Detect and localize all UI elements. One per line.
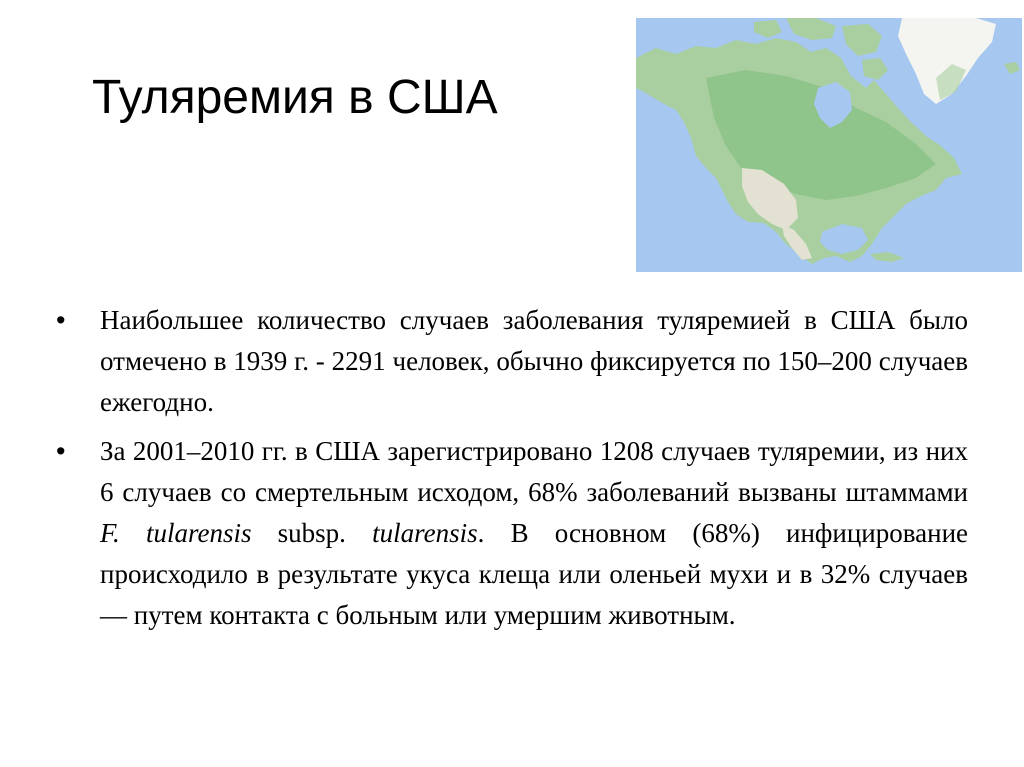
slide-title: Туляремия в США xyxy=(92,71,498,124)
bullet-text-1: Наибольшее количество случаев заболевания туляремией в США было отмечено в 1939 г. - 2291 человек, обычно фиксируется по 150–200 случаев ежегодно. xyxy=(100,305,968,417)
bullet-item-2 xyxy=(56,431,968,636)
north-america-map xyxy=(636,18,1022,272)
bullet-text-2-species: F. tularensis xyxy=(100,518,252,548)
bullet-text-2-part2: subsp. xyxy=(251,518,373,548)
bullet-text-2-part1: За 2001–2010 гг. в США зарегистрировано 1208 случаев туляремии, из них 6 случаев со смертельным исходом, 68% заболеваний вызваны штаммами xyxy=(100,436,968,507)
bullet-item-1 xyxy=(56,300,968,423)
bullet-list xyxy=(56,300,968,644)
bullet-text-2-subspecies: tularensis xyxy=(372,518,478,548)
bullet-dot: • xyxy=(56,436,66,466)
bullet-dot: • xyxy=(56,305,66,335)
bullet-text-2-part3: . В основном (68%) инфицирование происходило в результате укуса клеща или оленьей мухи и в 32% случаев — путем контакта с больным или умершим животным. xyxy=(100,518,969,630)
